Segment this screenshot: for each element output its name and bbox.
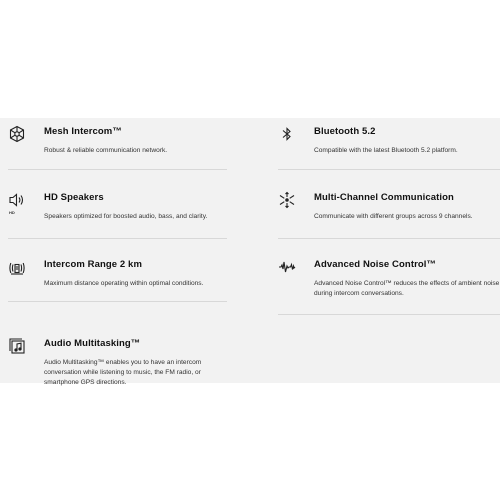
- feature-title: Bluetooth 5.2: [314, 126, 376, 137]
- divider: [8, 238, 227, 239]
- noise-control-icon: [278, 258, 296, 276]
- feature-description: Communicate with different groups across 9 channels.: [314, 213, 473, 220]
- features-panel: [0, 118, 500, 386]
- speaker-icon: [8, 191, 26, 209]
- feature-description: Compatible with the latest Bluetooth 5.2 platform.: [314, 147, 458, 154]
- divider: [8, 169, 227, 170]
- hd-label: HD: [9, 210, 15, 215]
- multi-channel-icon: [278, 191, 296, 209]
- feature-title: Mesh Intercom™: [44, 126, 122, 137]
- feature-description: Advanced Noise Control™ reduces the effects of ambient noise during intercom conversations.: [314, 280, 500, 297]
- feature-description: Audio Multitasking™ enables you to have an intercom conversation while listening to music, the FM radio, or smartphone GPS directions.: [44, 359, 202, 386]
- feature-title: Audio Multitasking™: [44, 338, 141, 349]
- bluetooth-icon: [278, 125, 296, 143]
- feature-title: Advanced Noise Control™: [314, 259, 437, 270]
- feature-description: Speakers optimized for boosted audio, bass, and clarity.: [44, 213, 208, 220]
- feature-title: Multi-Channel Communication: [314, 192, 454, 203]
- divider: [278, 238, 500, 239]
- feature-title: HD Speakers: [44, 192, 104, 203]
- feature-description: Maximum distance operating within optimal conditions.: [44, 280, 204, 287]
- divider: [8, 301, 227, 302]
- audio-multitasking-icon: [8, 337, 26, 355]
- divider: [278, 169, 500, 170]
- feature-title: Intercom Range 2 km: [44, 259, 142, 270]
- divider: [278, 314, 500, 315]
- feature-description: Robust & reliable communication network.: [44, 147, 168, 154]
- mesh-network-icon: [8, 125, 26, 143]
- range-antenna-icon: [8, 258, 26, 276]
